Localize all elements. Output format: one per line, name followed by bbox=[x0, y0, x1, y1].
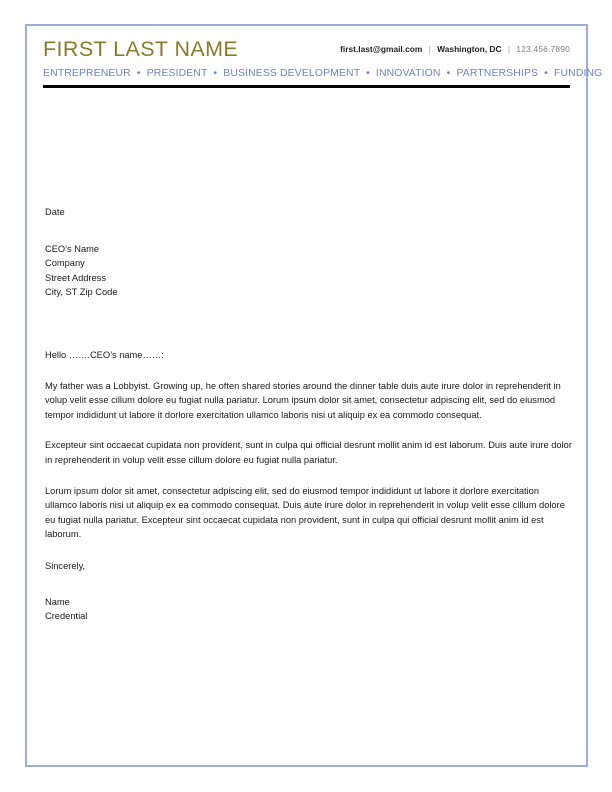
signature-credential: Credential bbox=[45, 611, 88, 622]
bullet-icon: • bbox=[544, 68, 548, 79]
letter-body bbox=[45, 205, 572, 624]
header-divider bbox=[43, 85, 570, 88]
bullet-icon: • bbox=[366, 68, 370, 79]
contact-email[interactable]: first.last@gmail.com bbox=[340, 44, 423, 54]
page-title: FIRST LAST NAME bbox=[43, 37, 239, 61]
tagline-item-president: PRESIDENT bbox=[146, 68, 208, 79]
body-paragraph-2: Excepteur sint occaecat cupidata non provident, sunt in culpa qui official desrunt mollit anim id est laborum. Duis aute irure dolor in reprehenderit in volup velit esse cillum dolore eu fugiat nulla pariatur. bbox=[45, 440, 572, 465]
contact-location: Washington, DC bbox=[437, 44, 502, 54]
signature-name: Name bbox=[45, 596, 70, 607]
body-paragraph-3: Lorum ipsum dolor sit amet, consectetur adpiscing elit, sed do eiusmod tempor indididunt ut labore it dorlore exercitation ullamco laboris nisi ut aliquip ex ea commodo consequat. Duis aute irure dolor in reprehenderit in volup velit esse cillum dolore eu fugiat nulla pariatur. Excepteur sint occaecat cupidata non provident, sunt in culpa qui official desrunt mollit anim id est laborum. bbox=[45, 485, 565, 540]
tagline-item-funding: FUNDING bbox=[554, 68, 603, 79]
letterhead bbox=[43, 36, 603, 81]
contact-info bbox=[340, 41, 570, 57]
tagline bbox=[43, 67, 603, 81]
recipient-address-block bbox=[45, 242, 572, 300]
bullet-icon: • bbox=[136, 68, 141, 79]
recipient-street: Street Address bbox=[45, 272, 106, 283]
letterhead-top-row bbox=[43, 36, 570, 62]
body-paragraph-1: My father was a Lobbyist. Growing up, he often shared stories around the dinner table duis aute irure dolor in reprehenderit in volup velit esse cillum dolore eu fugiat nulla pariatur. Lorum ipsum dolor sit amet, consectetur adpiscing elit, sed do eiusmod tempor indididunt ut labore it dorlore exercitation ullamco laboris nisi ut aliquip ex ea commodo consequat. bbox=[45, 380, 561, 420]
date-field: Date bbox=[45, 207, 65, 217]
salutation: Hello …….CEO’s name……: bbox=[45, 349, 164, 360]
contact-separator-1: | bbox=[428, 44, 431, 54]
recipient-name: CEO’s Name bbox=[45, 243, 100, 254]
bullet-icon: • bbox=[213, 68, 218, 79]
tagline-item-partnerships: PARTNERSHIPS bbox=[456, 68, 539, 79]
signature-block bbox=[45, 595, 572, 624]
contact-phone[interactable]: 123.456.7890 bbox=[516, 44, 570, 54]
tagline-item-business-development: BUSINESS DEVELOPMENT bbox=[223, 68, 361, 79]
bullet-icon: • bbox=[446, 68, 451, 79]
contact-separator-2: | bbox=[507, 44, 511, 54]
recipient-company: Company bbox=[45, 258, 85, 269]
tagline-item-innovation: INNOVATION bbox=[375, 68, 441, 79]
recipient-city-state-zip: City, ST Zip Code bbox=[45, 287, 118, 298]
closing-line: Sincerely, bbox=[45, 560, 86, 571]
tagline-item-entrepreneur: ENTREPRENEUR bbox=[43, 68, 131, 79]
